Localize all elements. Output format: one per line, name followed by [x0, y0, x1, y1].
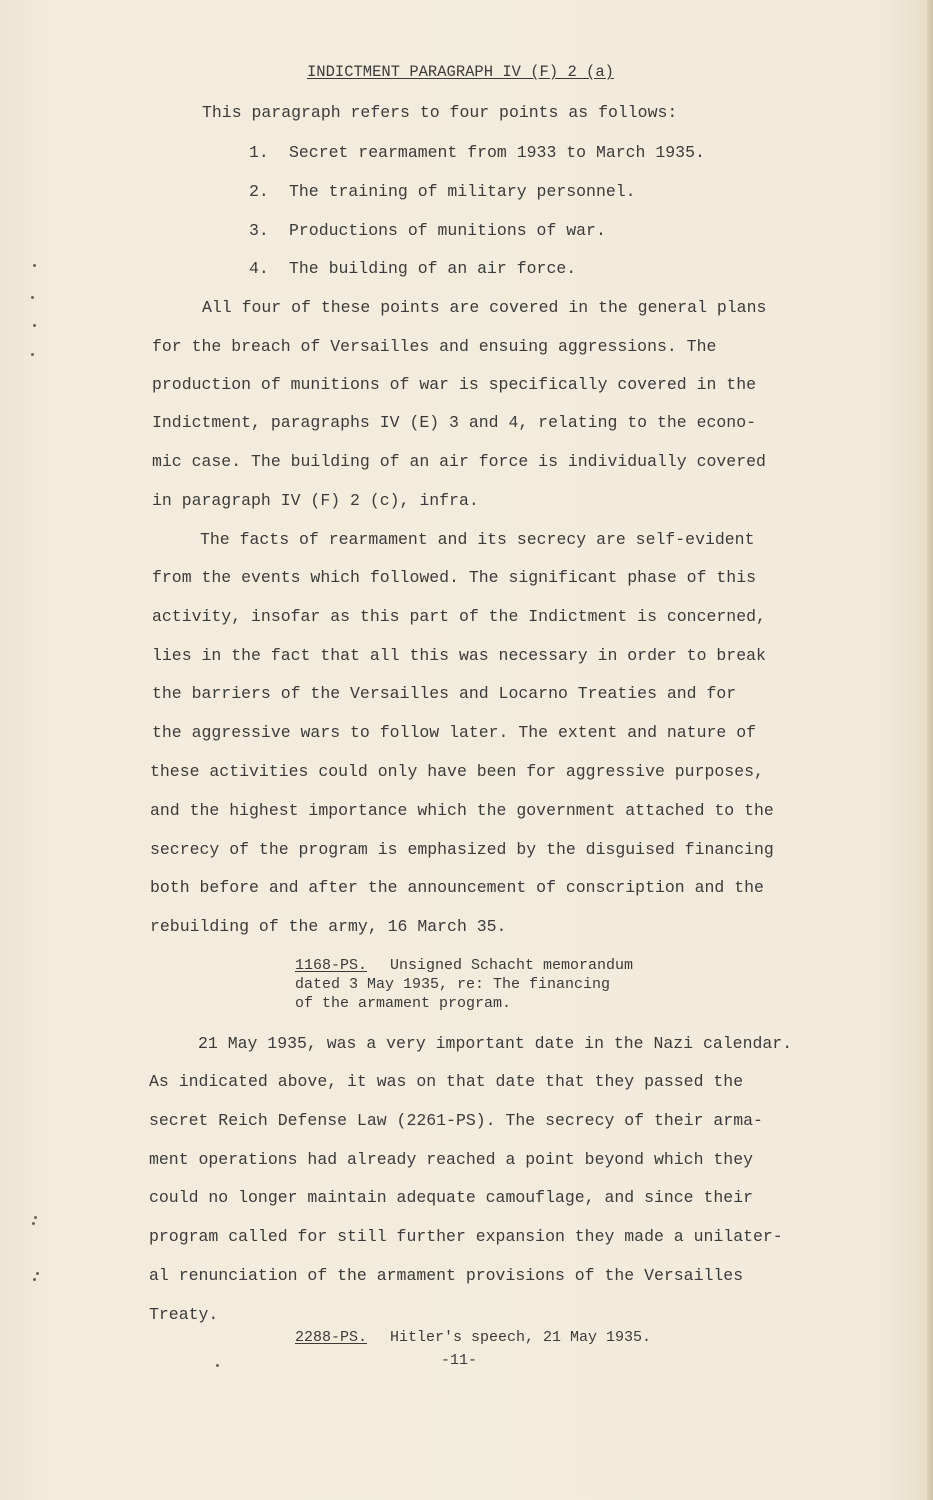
paragraph-line: Treaty. — [149, 1305, 219, 1324]
paragraph-line: the barriers of the Versailles and Locarno Treaties and for — [152, 684, 737, 703]
paragraph-line: secret Reich Defense Law (2261-PS). The secrecy of their arma- — [149, 1111, 763, 1130]
scan-speck — [36, 1272, 39, 1275]
scan-speck — [31, 353, 34, 356]
paragraph-line: the aggressive wars to follow later. The extent and nature of — [152, 723, 756, 742]
citation-text: Unsigned Schacht memorandum — [390, 957, 634, 974]
paragraph-line: The facts of rearmament and its secrecy are self-evident — [200, 530, 755, 549]
scan-speck — [33, 1278, 36, 1281]
point-text: Secret rearmament from 1933 to March 1935. — [289, 143, 705, 162]
paragraph-line: ment operations had already reached a point beyond which they — [149, 1150, 753, 1169]
document-heading: INDICTMENT PARAGRAPH IV (F) 2 (a) — [307, 63, 614, 81]
paragraph-line: in paragraph IV (F) 2 (c), infra. — [152, 491, 479, 510]
point-number: 1. — [249, 143, 269, 162]
paragraph-line: 21 May 1935, was a very important date in the Nazi calendar. — [198, 1034, 793, 1053]
paragraph-line: could no longer maintain adequate camouflage, and since their — [149, 1188, 753, 1207]
scan-speck — [33, 264, 36, 267]
paragraph-line: secrecy of the program is emphasized by the disguised financing — [150, 840, 774, 859]
paragraph-line: production of munitions of war is specifically covered in the — [152, 375, 756, 394]
page-edge-shadow — [927, 0, 933, 1500]
scan-speck — [34, 1216, 37, 1219]
point-number: 2. — [249, 182, 269, 201]
paragraph-line: rebuilding of the army, 16 March 35. — [150, 917, 507, 936]
paragraph-line: Indictment, paragraphs IV (E) 3 and 4, relating to the econo- — [152, 413, 756, 432]
point-text: The building of an air force. — [289, 259, 577, 278]
point-number: 3. — [249, 221, 269, 240]
paragraph-line: both before and after the announcement of conscription and the — [150, 878, 764, 897]
citation-text: of the armament program. — [295, 995, 512, 1012]
paragraph-line: and the highest importance which the government attached to the — [150, 801, 774, 820]
citation-reference: 1168-PS. — [295, 957, 368, 974]
point-text: The training of military personnel. — [289, 182, 636, 201]
paragraph-line: All four of these points are covered in the general plans — [202, 298, 767, 317]
citation-text: dated 3 May 1935, re: The financing — [295, 976, 611, 993]
paragraph-line: lies in the fact that all this was necessary in order to break — [152, 646, 766, 665]
paragraph-line: mic case. The building of an air force is individually covered — [152, 452, 766, 471]
scan-speck — [216, 1364, 219, 1367]
paragraph-line: for the breach of Versailles and ensuing aggressions. The — [152, 337, 717, 356]
paragraph-line: al renunciation of the armament provisions of the Versailles — [149, 1266, 744, 1285]
paragraph-line: program called for still further expansion they made a unilater- — [149, 1227, 783, 1246]
scan-speck — [32, 1222, 35, 1225]
citation-reference: 2288-PS. — [295, 1329, 368, 1346]
citation-text: Hitler's speech, 21 May 1935. — [390, 1329, 652, 1346]
paragraph-line: activity, insofar as this part of the Indictment is concerned, — [152, 607, 766, 626]
paragraph-line: these activities could only have been for aggressive purposes, — [150, 762, 764, 781]
point-text: Productions of munitions of war. — [289, 221, 606, 240]
scan-speck — [31, 296, 34, 299]
point-number: 4. — [249, 259, 269, 278]
intro-line: This paragraph refers to four points as follows: — [202, 103, 678, 122]
scan-speck — [33, 324, 36, 327]
paragraph-line: As indicated above, it was on that date that they passed the — [149, 1072, 744, 1091]
page-number: -11- — [441, 1352, 478, 1369]
paragraph-line: from the events which followed. The significant phase of this — [152, 568, 756, 587]
